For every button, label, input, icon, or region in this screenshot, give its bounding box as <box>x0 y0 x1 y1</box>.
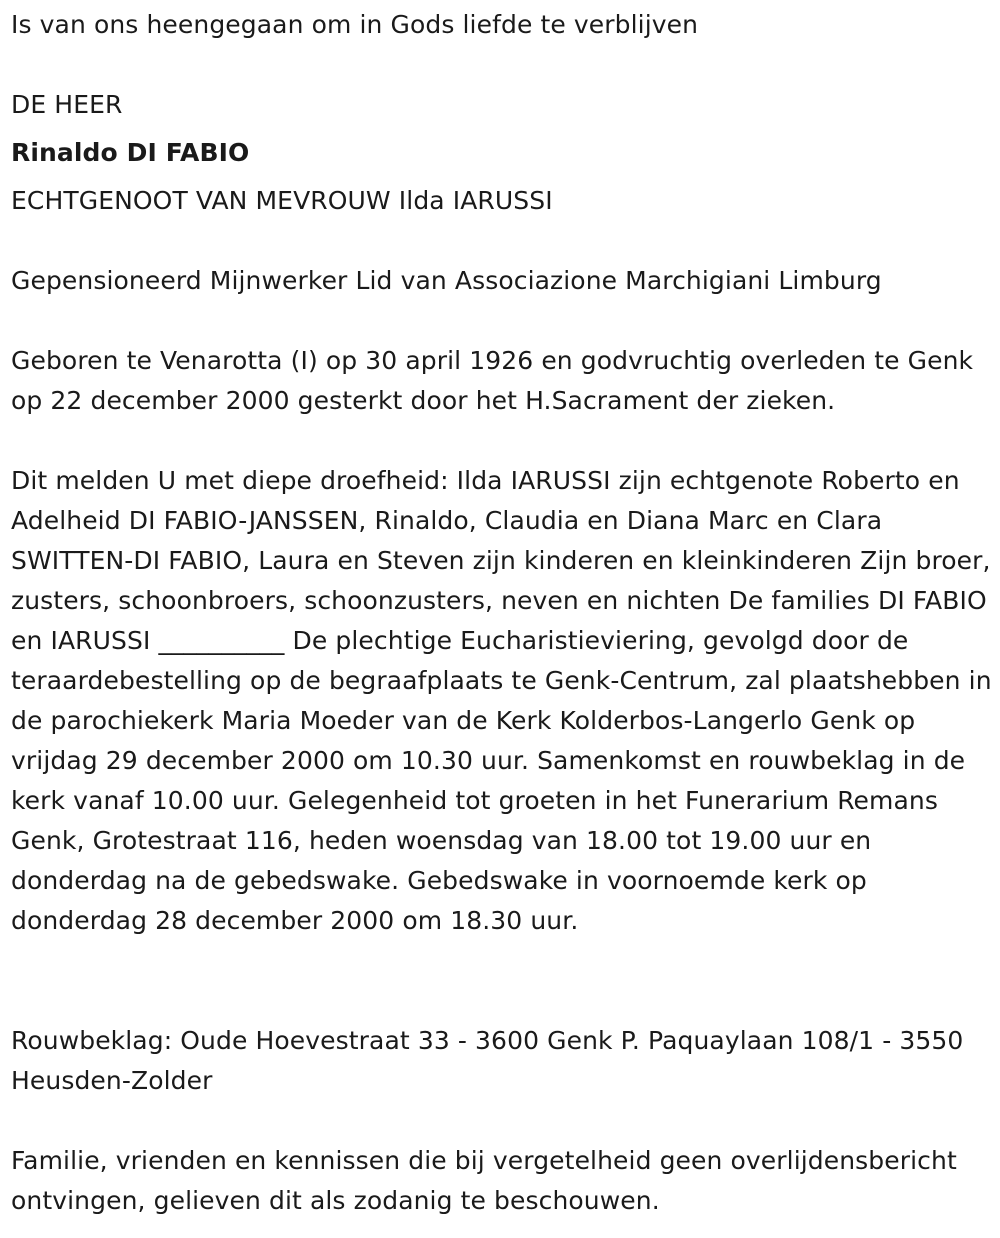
spouse-line: ECHTGENOOT VAN MEVROUW Ilda IARUSSI <box>11 186 553 215</box>
title-line: DE HEER <box>11 90 123 119</box>
occupation-line: Gepensioneerd Mijnwerker Lid van Associazione Marchigiani Limburg <box>11 266 882 295</box>
condolences-paragraph: Rouwbeklag: Oude Hoevestraat 33 - 3600 Genk P. Paquaylaan 108/1 - 3550 Heusden-Zolder <box>11 1026 964 1095</box>
intro-line: Is van ons heengegaan om in Gods liefde te verblijven <box>11 10 699 39</box>
announcement-paragraph: Dit melden U met diepe droefheid: Ilda IARUSSI zijn echtgenote Roberto en Adelheid DI FABIO-JANSSEN, Rinaldo, Claudia en Diana Marc en Clara SWITTEN-DI FABIO, Laura en Steven zijn kinderen en kleinkinderen Zijn broer, zusters, schoonbroers, schoonzusters, neven en nichten De families DI FABIO en IARUSSI __________ De plechtige Eucharistieviering, gevolgd door de teraardebestelling op de begraafplaats te Genk-Centrum, zal plaatshebben in de parochiekerk Maria Moeder van de Kerk Kolderbos-Langerlo Genk op vrijdag 29 december 2000 om 10.30 uur. Samenkomst en rouwbeklag in de kerk vanaf 10.00 uur. Gelegenheid tot groeten in het Funerarium Remans Genk, Grotestraat 116, heden woensdag van 18.00 tot 19.00 uur en donderdag na de gebedswake. Gebedswake in voornoemde kerk op donderdag 28 december 2000 om 18.30 uur. <box>11 466 992 935</box>
birth-death-paragraph: Geboren te Venarotta (I) op 30 april 1926 en godvruchtig overleden te Genk op 22 december 2000 gesterkt door het H.Sacrament der zieken. <box>11 346 974 415</box>
closing-paragraph: Familie, vrienden en kennissen die bij vergetelheid geen overlijdensbericht ontvingen, gelieven dit als zodanig te beschouwen. <box>11 1146 957 1215</box>
deceased-name: Rinaldo DI FABIO <box>11 138 250 167</box>
